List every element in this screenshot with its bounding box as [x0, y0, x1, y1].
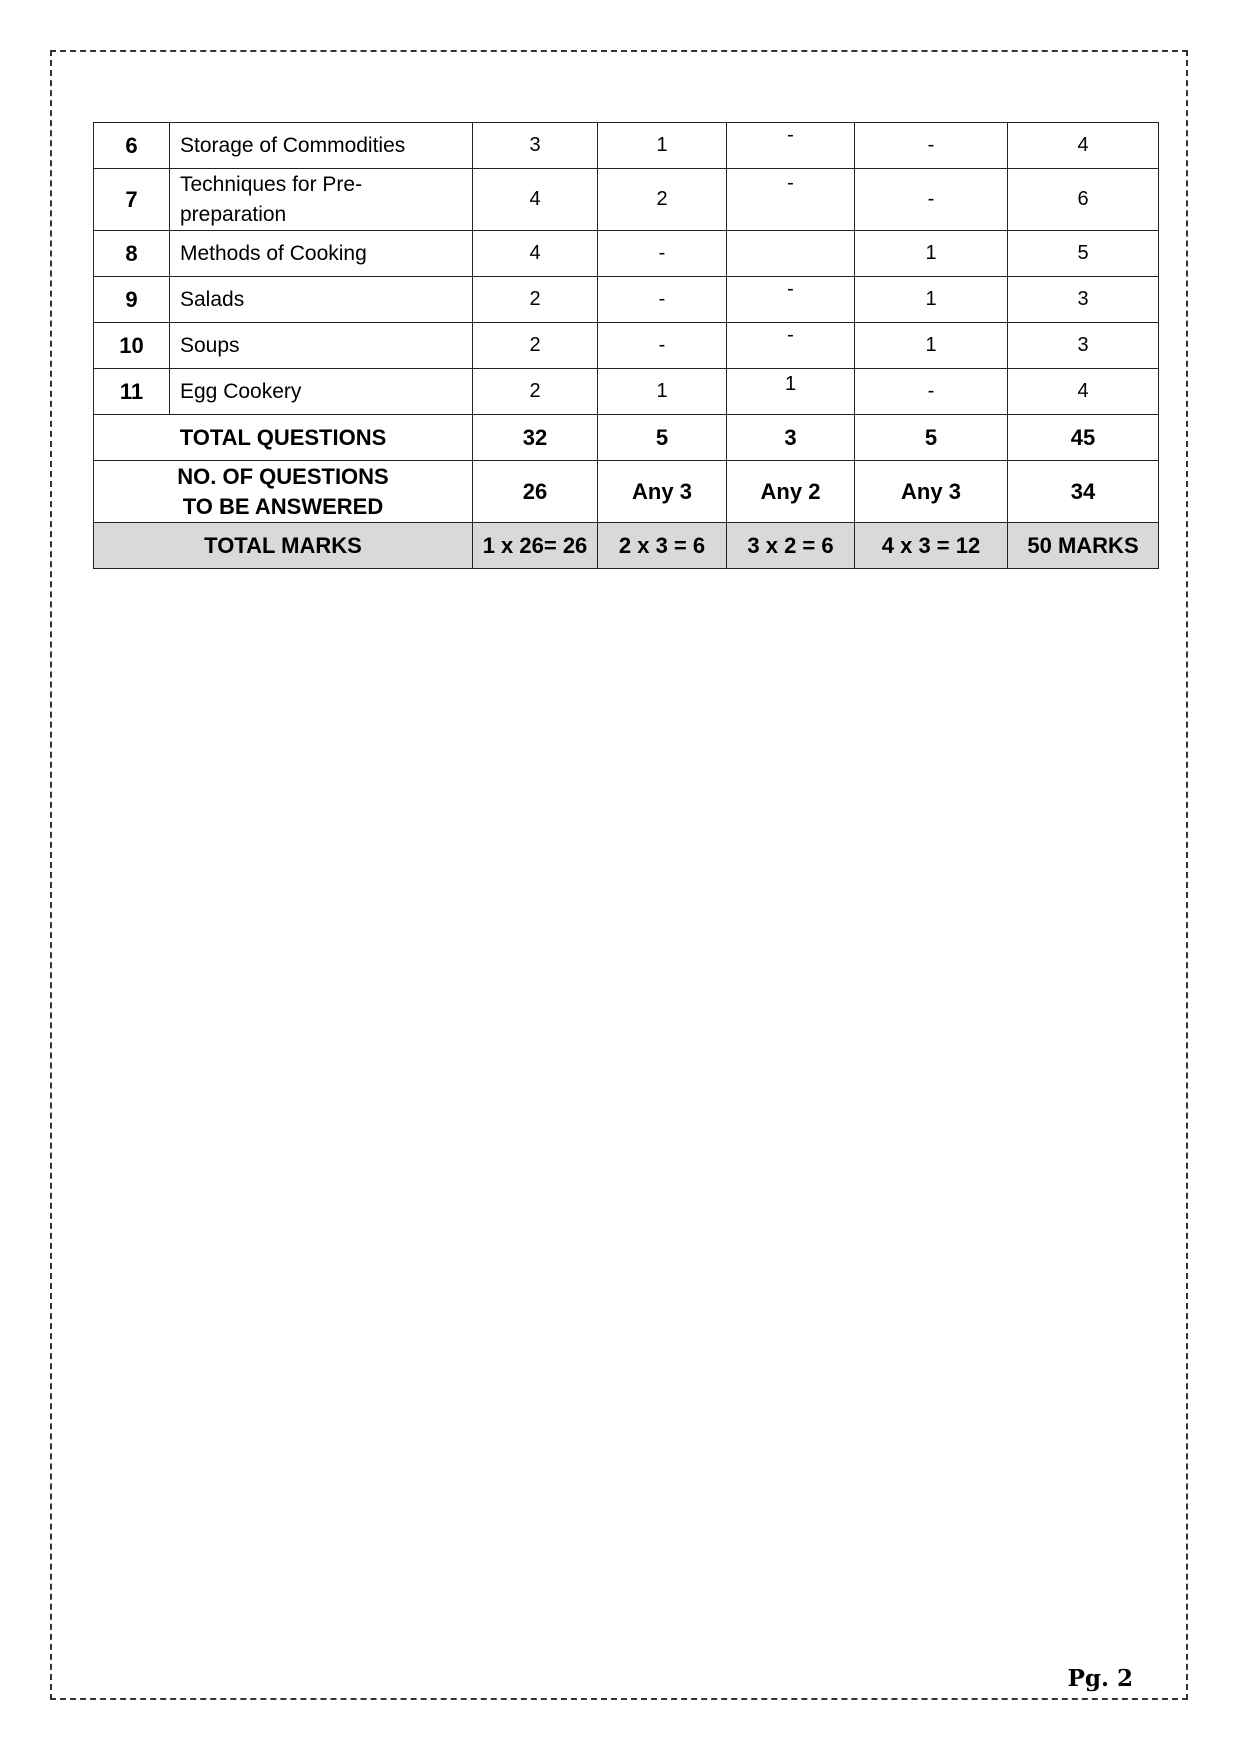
three-mark-count [727, 277, 855, 323]
three-mark-count [727, 123, 855, 169]
one-mark-count: 2 [473, 369, 598, 415]
total-questions-label: TOTAL QUESTIONS [94, 415, 473, 461]
three-mark-value: - [787, 324, 794, 346]
four-mark-count: 1 [855, 277, 1008, 323]
unit-number: 7 [94, 169, 170, 231]
two-mark-count: - [598, 231, 727, 277]
unit-topic: Egg Cookery [170, 369, 473, 415]
table-row [94, 369, 1159, 415]
page-number: Pg. 2 [1067, 1665, 1133, 1692]
table-row [94, 169, 1159, 231]
unit-topic: Methods of Cooking [170, 231, 473, 277]
marks-two-mark: 2 x 3 = 6 [598, 523, 727, 569]
four-mark-count: 1 [855, 231, 1008, 277]
to-be-answered-row [94, 461, 1159, 523]
table-row [94, 231, 1159, 277]
unit-number: 8 [94, 231, 170, 277]
two-mark-count: 2 [598, 169, 727, 231]
total-marks-row [94, 523, 1159, 569]
three-mark-value: - [787, 124, 794, 146]
row-total: 4 [1008, 369, 1159, 415]
three-mark-count [727, 323, 855, 369]
one-mark-count: 3 [473, 123, 598, 169]
table-row [94, 123, 1159, 169]
four-mark-count: - [855, 369, 1008, 415]
question-blueprint-table [93, 122, 1159, 569]
unit-topic: Storage of Commodities [170, 123, 473, 169]
unit-topic: Soups [170, 323, 473, 369]
marks-four-mark: 4 x 3 = 12 [855, 523, 1008, 569]
unit-number: 9 [94, 277, 170, 323]
marks-one-mark: 1 x 26= 26 [473, 523, 598, 569]
one-mark-count: 4 [473, 231, 598, 277]
answered-three-mark: Any 2 [727, 461, 855, 523]
row-total: 3 [1008, 277, 1159, 323]
four-mark-count: 1 [855, 323, 1008, 369]
to-be-answered-label [94, 461, 473, 523]
unit-topic-text: Techniques for Pre- preparation [180, 172, 363, 226]
four-mark-count: - [855, 123, 1008, 169]
one-mark-count: 2 [473, 323, 598, 369]
four-mark-count: - [855, 169, 1008, 231]
three-mark-count [727, 369, 855, 415]
two-mark-count: 1 [598, 123, 727, 169]
row-total: 6 [1008, 169, 1159, 231]
answered-four-mark: Any 3 [855, 461, 1008, 523]
to-be-answered-label-line1: NO. OF QUESTIONS [177, 463, 389, 489]
unit-number: 10 [94, 323, 170, 369]
one-mark-count: 2 [473, 277, 598, 323]
table-row [94, 277, 1159, 323]
marks-three-mark: 3 x 2 = 6 [727, 523, 855, 569]
total-marks-label: TOTAL MARKS [94, 523, 473, 569]
unit-topic [170, 169, 473, 231]
answered-total: 34 [1008, 461, 1159, 523]
two-mark-count: - [598, 323, 727, 369]
total-one-mark: 32 [473, 415, 598, 461]
one-mark-count: 4 [473, 169, 598, 231]
row-total: 4 [1008, 123, 1159, 169]
three-mark-value: - [787, 172, 794, 194]
three-mark-value: 1 [784, 373, 797, 395]
total-questions-row [94, 415, 1159, 461]
table-row [94, 323, 1159, 369]
marks-total: 50 MARKS [1008, 523, 1159, 569]
two-mark-count: - [598, 277, 727, 323]
unit-number: 6 [94, 123, 170, 169]
total-all: 45 [1008, 415, 1159, 461]
total-three-mark: 3 [727, 415, 855, 461]
row-total: 3 [1008, 323, 1159, 369]
three-mark-count [727, 231, 855, 277]
three-mark-value: - [787, 278, 794, 300]
total-two-mark: 5 [598, 415, 727, 461]
answered-one-mark: 26 [473, 461, 598, 523]
answered-two-mark: Any 3 [598, 461, 727, 523]
to-be-answered-label-line2: TO BE ANSWERED [182, 493, 384, 519]
total-four-mark: 5 [855, 415, 1008, 461]
unit-number: 11 [94, 369, 170, 415]
three-mark-count [727, 169, 855, 231]
row-total: 5 [1008, 231, 1159, 277]
two-mark-count: 1 [598, 369, 727, 415]
unit-topic: Salads [170, 277, 473, 323]
